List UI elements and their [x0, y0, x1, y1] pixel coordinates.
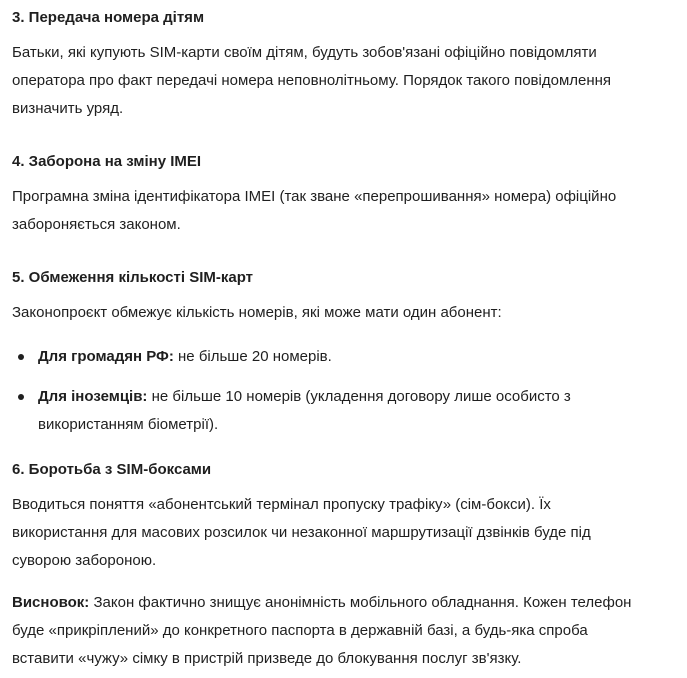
section-child-number-transfer [12, 8, 669, 123]
list-item [12, 383, 669, 439]
section-paragraph [12, 299, 669, 327]
conclusion-paragraph [12, 589, 669, 673]
section-paragraph [12, 39, 669, 123]
bullet-dot-icon [18, 394, 24, 400]
paragraph-line: Закон фактично знищує анонімність мобільного обладнання. Кожен телефон [89, 594, 632, 611]
list-item-text: не більше 20 номерів. [173, 348, 332, 365]
paragraph-line: вставити «чужу» сімку в пристрій призведе до блокування послуг зв'язку. [12, 650, 522, 667]
section-sim-boxes [12, 460, 669, 575]
paragraph-line: буде «прикріплений» до конкретного паспорта в державній базі, а будь-яка спроба [12, 622, 588, 639]
list-item [12, 343, 669, 371]
paragraph-line: забороняється законом. [12, 216, 181, 233]
conclusion [12, 589, 669, 673]
paragraph-line: Програмна зміна ідентифікатора IMEI (так зване «перепрошивання» номера) офіційно [12, 188, 617, 205]
section-paragraph [12, 491, 669, 575]
paragraph-line: суворою забороною. [12, 552, 157, 569]
paragraph-line: Батьки, які купують SIM-карти своїм дітям, будуть зобов'язані офіційно повідомляти [12, 44, 597, 61]
paragraph-line: використання для масових розсилок чи незаконної маршрутизації дзвінків буде під [12, 524, 591, 541]
section-heading: 5. Обмеження кількості SIM-карт [12, 269, 254, 286]
section-paragraph [12, 183, 669, 239]
section-sim-limit [12, 268, 669, 451]
section-heading: 4. Заборона на зміну IMEI [12, 153, 202, 170]
list-item-label: Для громадян РФ: [38, 348, 174, 365]
section-heading: 3. Передача номера дітям [12, 9, 205, 26]
list-item-label: Для іноземців: [38, 388, 148, 405]
paragraph-line: визначить уряд. [12, 100, 124, 117]
section-heading: 6. Боротьба з SIM-боксами [12, 461, 212, 478]
bullet-list [12, 343, 669, 439]
section-imei-ban [12, 152, 669, 239]
paragraph-line: оператора про факт передачі номера неповнолітньому. Порядок такого повідомлення [12, 72, 612, 89]
list-item-text: не більше 10 номерів (укладення договору лише особисто з [147, 388, 571, 405]
bullet-dot-icon [18, 354, 24, 360]
list-item-text: використанням біометрії). [38, 416, 219, 433]
paragraph-line: Законопроєкт обмежує кількість номерів, які може мати один абонент: [12, 304, 502, 321]
conclusion-label: Висновок: [12, 594, 90, 611]
paragraph-line: Вводиться поняття «абонентський термінал пропуску трафіку» (сім-бокси). Їх [12, 496, 551, 513]
